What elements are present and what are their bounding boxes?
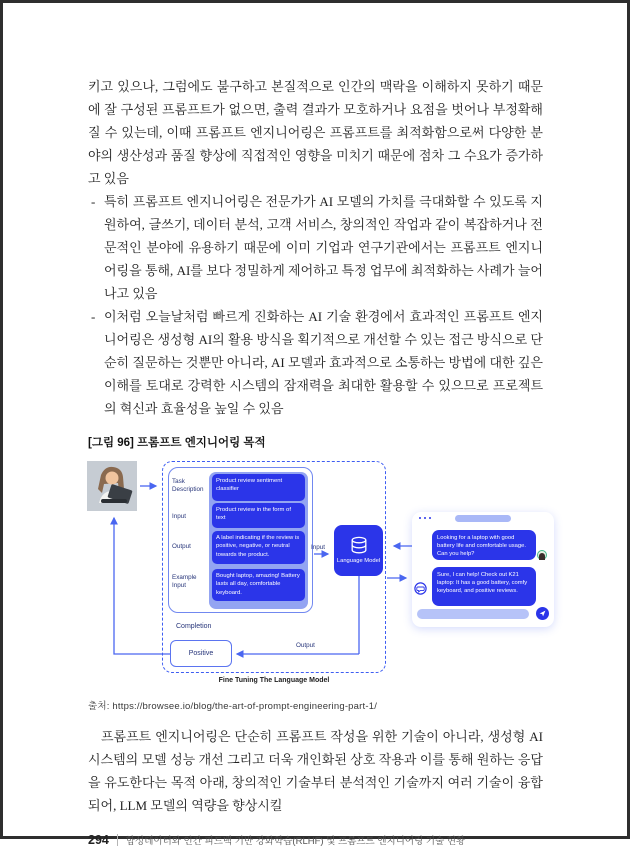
bullet-item xyxy=(91,305,543,420)
bullet-item xyxy=(91,190,543,305)
row-label-input: Input xyxy=(172,513,187,520)
chat-bubble-icon xyxy=(414,582,427,595)
language-model-label: Language Model xyxy=(336,558,381,564)
paper-plane-icon xyxy=(539,610,546,617)
person-avatar xyxy=(87,461,137,511)
task-description-chip: Product review sentiment classifier xyxy=(212,474,305,501)
window-handle-pill xyxy=(455,515,511,522)
user-avatar xyxy=(537,550,547,560)
example-input-chip: Bought laptop, amazing! Battery lasts all day, comfortable keyboard. xyxy=(212,569,305,601)
footer-title: 합성데이터와 인간 피드백 기반 강화학습(RLHF) 및 프롬프트 엔지니어링 기술 현황 xyxy=(125,836,466,847)
user-message-bubble: Looking for a laptop with good battery life and comfortable usage. Can you help? xyxy=(432,530,536,560)
input-chip: Product review in the form of text xyxy=(212,503,305,528)
positive-result-box xyxy=(170,640,232,667)
bullet-list xyxy=(91,190,543,420)
bullet-marker: - xyxy=(91,194,96,209)
bullet-text: 이처럼 오늘날처럼 빠르게 진화하는 AI 기술 환경에서 효과적인 프롬프트 엔지니어링은 생성형 AI의 활용 방식을 획기적으로 개선할 수 있는 접근 방식으로 단순히 질문하는 것뿐만 아니라, AI 모델과 효과적으로 소통하는 방법에 대한 깊은 이해를 토대로 강력한 시스템의 잠재력을 최대한 활용할 수 있으므로 프로젝트의 혁신과 효율성을 높일 수 있음 xyxy=(104,309,543,416)
row-label-task-description: Task Description xyxy=(172,478,204,493)
woman-with-laptop-illustration xyxy=(87,461,137,511)
body-paragraph-2: 프롬프트 엔지니어링은 단순히 프롬프트 작성을 위한 기술이 아니라, 생성형 AI 시스템의 모델 성능 개선 그리고 더욱 개인화된 상호 작용과 이를 통해 원하는 응답을 유도한다는 목적 아래, 창의적인 기술부터 분석적인 기술까지 여러 기술이 융합되어, LLM 모델의 역량을 향상시킬 xyxy=(88,729,543,813)
input-arrow-label: Input xyxy=(311,544,326,551)
chat-input-pill xyxy=(417,609,529,619)
language-model-node xyxy=(334,525,383,576)
row-label-example-input: Example Input xyxy=(172,574,197,589)
footer-divider xyxy=(117,834,118,846)
diagram-caption: Fine Tuning The Language Model xyxy=(218,677,330,684)
figure-caption: [그림 96] 프롬프트 엔지니어링 목적 xyxy=(88,437,266,449)
database-icon xyxy=(349,536,369,556)
output-chip: A label indicating if the review is positive, negative, or neutral towards the product. xyxy=(212,531,305,564)
page-number: 294 xyxy=(88,833,109,847)
chat-window xyxy=(412,512,554,627)
positive-label: Positive xyxy=(188,650,214,657)
row-label-output: Output xyxy=(172,543,191,550)
figure-diagram xyxy=(60,456,580,694)
page-footer xyxy=(88,833,627,847)
body-paragraph-1: 키고 있으나, 그럼에도 불구하고 본질적으로 인간의 맥락을 이해하지 못하기 때문에 잘 구성된 프롬프트가 없으면, 출력 결과가 모호하거나 요점을 벗어나 부정확해질 수 있는데, 이때 프롬프트 엔지니어링은 프롬프트를 최적화함으로써 다양한 분야의 생산성과 품질 향상에 직접적인 영향을 미치기 때문에 점차 그 수요가 증가하고 있음 xyxy=(88,79,543,186)
browser-dots-icon xyxy=(419,517,431,519)
output-arrow-label: Output xyxy=(296,642,315,649)
bullet-marker: - xyxy=(91,309,96,324)
bot-message-bubble: Sure, I can help! Check out K21 laptop: It has a good battery, comfy keyboard, and positive reviews. xyxy=(432,567,536,606)
source-citation: 출처: https://browsee.io/blog/the-art-of-prompt-engineering-part-1/ xyxy=(88,701,378,712)
send-button xyxy=(536,607,549,620)
bullet-text: 특히 프롬프트 엔지니어링은 전문가가 AI 모델의 가치를 극대화할 수 있도록 지원하여, 글쓰기, 데이터 분석, 고객 서비스, 창의적인 작업과 같이 복잡하거나 전문적인 분야에 유용하기 때문에 이미 기업과 연구기관에서는 프롬프트 엔지니어링을 통해, AI를 보다 정밀하게 제어하고 특정 업무에 최적화하는 사례가 늘어나고 있음 xyxy=(104,194,543,301)
completion-label: Completion xyxy=(176,623,212,630)
